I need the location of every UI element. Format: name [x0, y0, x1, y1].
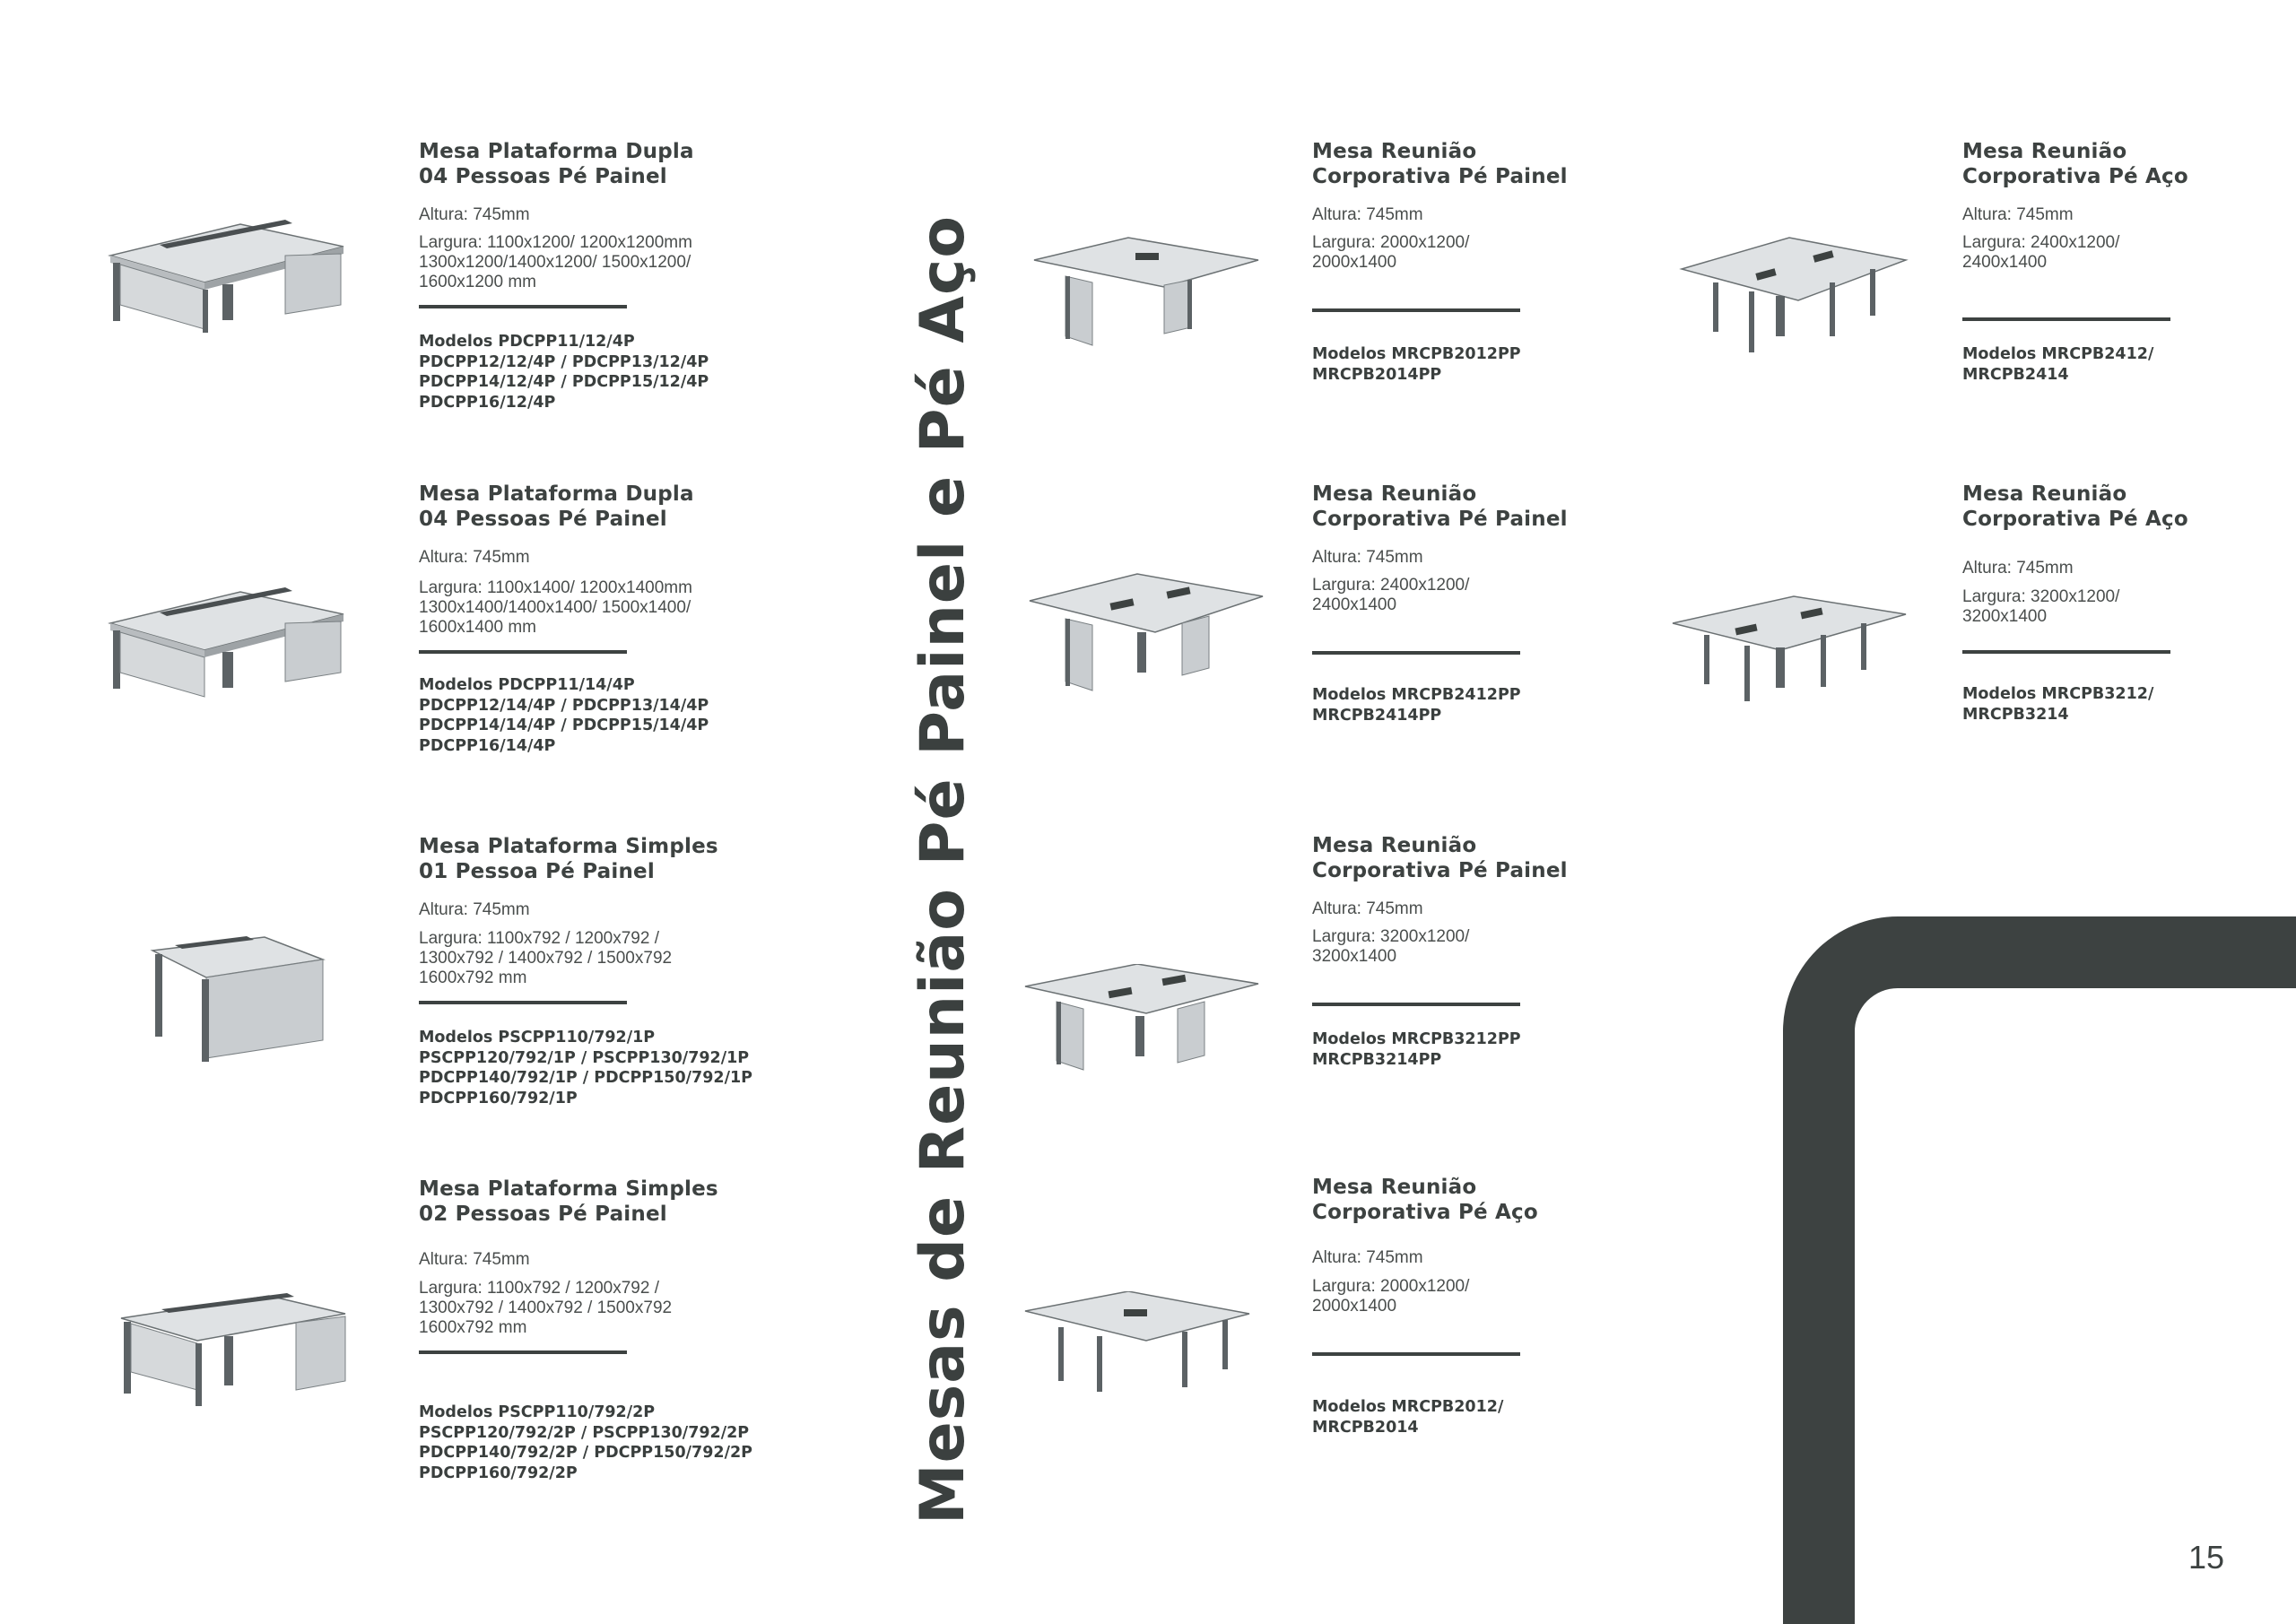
product-models: Modelos MRCPB2412PP MRCPB2414PP [1312, 686, 1521, 725]
product-title: Mesa Plataforma Simples 01 Pessoa Pé Painel [419, 835, 718, 883]
product-entry [1312, 482, 1568, 725]
product-entry [1962, 139, 2188, 385]
product-height: Altura: 745mm [419, 900, 530, 919]
product-width: Largura: 1100x1200/ 1200x1200mm 1300x1200/1400x1200/ 1500x1200/ 1600x1200 mm [419, 233, 692, 291]
product-image-reuniao-aco-2400 [1677, 233, 1910, 354]
divider [1312, 651, 1520, 655]
divider [1312, 1003, 1520, 1006]
product-entry [1312, 1175, 1538, 1437]
product-height: Altura: 745mm [1312, 1248, 1423, 1267]
divider [419, 1350, 627, 1354]
product-entry [1312, 139, 1568, 385]
product-width: Largura: 2400x1200/ 2400x1400 [1962, 233, 2120, 272]
product-width: Largura: 2000x1200/ 2000x1400 [1312, 233, 1470, 272]
product-width: Largura: 1100x792 / 1200x792 / 1300x792 / 1400x792 / 1500x792 1600x792 mm [419, 929, 673, 987]
product-title: Mesa Reunião Corporativa Pé Aço [1312, 1176, 1538, 1224]
product-entry [419, 1177, 752, 1483]
product-models: Modelos MRCPB3212PP MRCPB3214PP [1312, 1030, 1521, 1069]
product-models: Modelos PDCPP11/12/4P PDCPP12/12/4P / PDCPP13/12/4P PDCPP14/12/4P / PDCPP15/12/4P PDCPP16/12/4P [419, 333, 709, 412]
product-models: Modelos MRCPB2412/ MRCPB2414 [1962, 345, 2154, 384]
divider [1962, 650, 2170, 654]
page-number: 15 [2188, 1539, 2225, 1576]
product-models: Modelos MRCPB3212/ MRCPB3214 [1962, 685, 2154, 724]
product-width: Largura: 3200x1200/ 3200x1400 [1962, 587, 2120, 626]
product-width: Largura: 1100x792 / 1200x792 / 1300x792 / 1400x792 / 1500x792 1600x792 mm [419, 1279, 673, 1337]
product-height: Altura: 745mm [419, 548, 530, 567]
divider [1312, 308, 1520, 312]
product-image-plataforma-simples-1p [148, 933, 327, 1067]
product-height: Altura: 745mm [1962, 205, 2074, 224]
product-models: Modelos PSCPP110/792/2P PSCPP120/792/2P / PSCPP130/792/2P PDCPP140/792/2P / PDCPP150/792/2P PDCPP160/792/2P [419, 1403, 752, 1482]
divider [419, 305, 627, 308]
product-title: Mesa Reunião Corporativa Pé Aço [1962, 140, 2188, 188]
product-models: Modelos MRCPB2012PP MRCPB2014PP [1312, 345, 1521, 384]
product-title: Mesa Reunião Corporativa Pé Aço [1962, 482, 2188, 531]
product-title: Mesa Plataforma Dupla 04 Pessoas Pé Painel [419, 140, 694, 188]
product-models: Modelos MRCPB2012/ MRCPB2014 [1312, 1398, 1504, 1437]
product-title: Mesa Plataforma Dupla 04 Pessoas Pé Painel [419, 482, 694, 531]
product-entry [419, 834, 752, 1108]
divider [419, 650, 627, 654]
divider [1312, 1352, 1520, 1356]
product-height: Altura: 745mm [1312, 899, 1423, 918]
product-height: Altura: 745mm [419, 205, 530, 224]
product-models: Modelos PSCPP110/792/1P PSCPP120/792/1P / PSCPP130/792/1P PDCPP140/792/1P / PDCPP150/792/1P PDCPP160/792/1P [419, 1029, 752, 1107]
product-entry [419, 482, 709, 756]
product-image-reuniao-aco-3200 [1668, 592, 1910, 708]
product-height: Altura: 745mm [1312, 205, 1423, 224]
product-image-reuniao-painel-3200 [1021, 964, 1263, 1081]
product-entry [419, 139, 709, 413]
product-image-plataforma-simples-2p [117, 1291, 350, 1417]
product-height: Altura: 745mm [1312, 548, 1423, 567]
product-image-reuniao-aco-2000 [1021, 1291, 1254, 1399]
product-image-plataforma-dupla-1400 [106, 587, 348, 704]
product-entry [1312, 833, 1568, 1070]
product-image-reuniao-painel-2400 [1025, 569, 1267, 695]
product-title: Mesa Plataforma Simples 02 Pessoas Pé Painel [419, 1177, 718, 1226]
divider [419, 1001, 627, 1004]
product-models: Modelos PDCPP11/14/4P PDCPP12/14/4P / PDCPP13/14/4P PDCPP14/14/4P / PDCPP15/14/4P PDCPP16/14/4P [419, 676, 709, 755]
product-height: Altura: 745mm [1962, 559, 2074, 578]
product-title: Mesa Reunião Corporativa Pé Painel [1312, 834, 1568, 882]
product-width: Largura: 3200x1200/ 3200x1400 [1312, 927, 1470, 966]
product-entry [1962, 482, 2188, 725]
product-image-reuniao-painel-2000 [1030, 233, 1263, 350]
product-image-plataforma-dupla-1200 [106, 220, 348, 336]
product-width: Largura: 1100x1400/ 1200x1400mm 1300x1400/1400x1400/ 1500x1400/ 1600x1400 mm [419, 578, 692, 637]
product-title: Mesa Reunião Corporativa Pé Painel [1312, 482, 1568, 531]
divider [1962, 317, 2170, 321]
product-width: Largura: 2400x1200/ 2400x1400 [1312, 576, 1470, 614]
product-title: Mesa Reunião Corporativa Pé Painel [1312, 140, 1568, 188]
section-title: Mesas de Reunião Pé Painel e Pé Aço [908, 214, 978, 1524]
product-width: Largura: 2000x1200/ 2000x1400 [1312, 1277, 1470, 1316]
product-height: Altura: 745mm [419, 1250, 530, 1269]
